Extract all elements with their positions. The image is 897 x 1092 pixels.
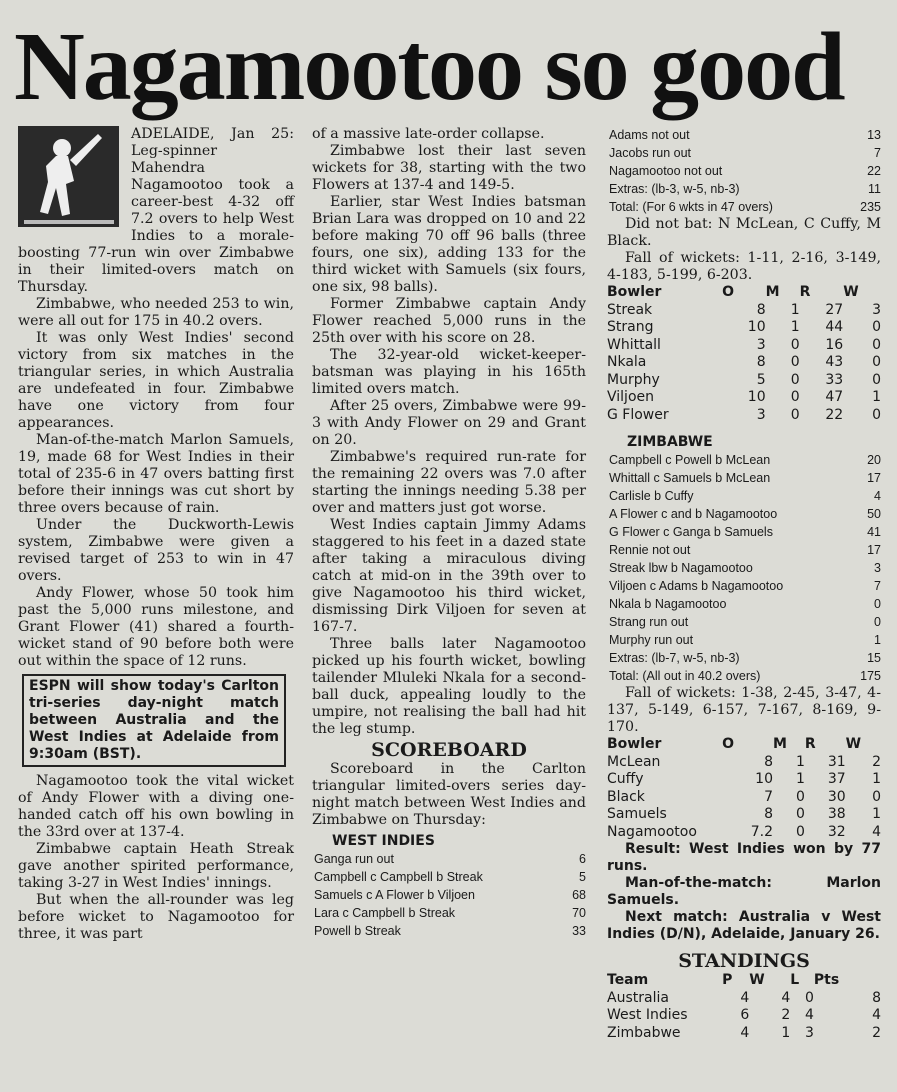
stat-value: 1 [872, 806, 881, 822]
west-indies-batting-cont [607, 126, 881, 216]
stat-value: 3 [756, 406, 766, 423]
lead-paragraph: ADELAIDE, Jan 25: Leg-spinner Mahendra Nagamootoo took a career-best 4-32 off 7.2 overs to help West Indies to a morale-boosting 77-run win over Zimbabwe in their limited-overs match on Thursday. [18, 126, 294, 295]
column-header: O [722, 284, 734, 300]
stat-value: 8 [764, 753, 773, 770]
bowling-row [607, 319, 881, 337]
stat-value: 5 [756, 371, 766, 388]
runs-value: 235 [860, 200, 881, 214]
runs-value: 50 [867, 507, 881, 521]
batting-row [607, 126, 881, 144]
batsman-entry: Samuels c A Flower b Viljoen [314, 888, 475, 902]
stat-value: 1 [790, 301, 800, 318]
paragraph: Man-of-the-match Marlon Samuels, 19, made 68 for West Indies in their total of 235-6 in 47 overs batting first before their innings was cut short by three overs because of rain. [18, 432, 294, 516]
column-header: M [765, 284, 780, 300]
stat-value: 47 [825, 389, 844, 405]
standings-row [607, 1025, 881, 1043]
stat-value: 6 [740, 1007, 750, 1023]
standings-row [607, 990, 881, 1008]
did-not-bat: Did not bat: N McLean, C Cuffy, M Black. [607, 216, 881, 249]
batsman-entry: Whittall c Samuels b McLean [609, 471, 771, 485]
batting-row [607, 451, 881, 469]
batting-row [607, 649, 881, 667]
stat-value: 0 [872, 354, 881, 370]
batsman-entry: Extras: (lb-7, w-5, nb-3) [609, 651, 740, 665]
batsman-entry: Extras: (lb-3, w-5, nb-3) [609, 182, 740, 196]
batsman-entry: Nagamootoo not out [609, 164, 723, 178]
stat-value: 0 [795, 823, 805, 840]
column-header: W [749, 972, 765, 988]
row-label: West Indies [607, 1007, 688, 1023]
runs-value: 20 [867, 453, 881, 467]
runs-value: 17 [867, 471, 881, 485]
runs-value: 4 [874, 489, 881, 503]
column-header: M [773, 736, 787, 752]
batting-row [607, 631, 881, 649]
batsman-entry: Strang run out [609, 615, 689, 629]
stat-value: 2 [872, 753, 881, 770]
row-label: Nkala [607, 354, 647, 370]
row-label: Nagamootoo [607, 823, 697, 840]
stat-value: 1 [795, 753, 805, 770]
batsman-entry: Powell b Streak [314, 924, 401, 938]
stat-value: 1 [790, 319, 800, 335]
column-header: L [790, 972, 800, 988]
stat-value: 4 [740, 989, 750, 1006]
bowling-row [607, 824, 881, 842]
west-indies-fall-of-wickets: Fall of wickets: 1-11, 2-16, 3-149, 4-183, 5-199, 6-203. [607, 250, 881, 283]
row-label: McLean [607, 753, 661, 770]
bowling-row [607, 354, 881, 372]
paragraph: After 25 overs, Zimbabwe were 99-3 with Andy Flower on 29 and Grant on 20. [312, 398, 586, 448]
paragraph: Former Zimbabwe captain Andy Flower reached 5,000 runs in the 25th over with his score on 28. [312, 296, 586, 346]
batting-row [312, 904, 586, 922]
batsman-entry: Streak lbw b Nagamootoo [609, 561, 753, 575]
runs-value: 68 [572, 888, 586, 902]
runs-value: 0 [874, 597, 881, 611]
table-header-row [607, 972, 881, 990]
west-indies-batting [312, 850, 586, 940]
batsman-entry: A Flower c and b Nagamootoo [609, 507, 778, 521]
stat-value: 4 [872, 823, 881, 840]
stat-value: 0 [790, 389, 800, 405]
row-label: G Flower [607, 406, 669, 423]
stat-value: 10 [747, 389, 766, 405]
stat-value: 4 [804, 1007, 814, 1023]
stat-value: 0 [790, 371, 800, 388]
stat-value: 7.2 [750, 823, 773, 840]
batting-row [607, 577, 881, 595]
stat-value: 10 [747, 319, 766, 335]
runs-value: 5 [579, 870, 586, 884]
stat-value: 1 [872, 771, 881, 787]
runs-value: 22 [867, 164, 881, 178]
stat-value: 37 [827, 771, 846, 787]
headline: Nagamootoo so good [14, 13, 844, 121]
paragraph: of a massive late-order collapse. [312, 126, 545, 142]
batsman-entry: Adams not out [609, 128, 690, 142]
article-column-1 [18, 126, 294, 943]
batsman-entry: Rennie not out [609, 543, 691, 557]
bowling-row [607, 754, 881, 772]
paragraph: But when the all-rounder was leg before wicket to Nagamootoo for three, it was part [18, 892, 294, 942]
bowling-row [607, 789, 881, 807]
stat-value: 31 [827, 753, 846, 770]
article-column-2 [312, 126, 586, 940]
column-header: Team [607, 972, 649, 988]
stat-value: 3 [804, 1024, 814, 1041]
batting-row [607, 523, 881, 541]
scoreboard-intro: Scoreboard in the Carlton triangular limited-overs series day-night match between West Indies and Zimbabwe on Thursday: [312, 761, 586, 828]
paragraph: Under the Duckworth-Lewis system, Zimbabwe were given a revised target of 253 to win in 47 overs. [18, 517, 294, 584]
stat-value: 2 [872, 1024, 881, 1041]
paragraph: West Indies captain Jimmy Adams staggered to his feet in a dazed state after taking a miraculous diving catch at mid-on in the 39th over to give Nagamootoo his third wicket, dismissing Dirk Viljoen for seven at 167-7. [312, 517, 586, 635]
batsman-entry: Total: (All out in 40.2 overs) [609, 669, 761, 683]
stat-value: 2 [781, 1007, 791, 1023]
batsman-entry: Murphy run out [609, 633, 694, 647]
batsman-entry: Carlisle b Cuffy [609, 489, 694, 503]
stat-value: 7 [764, 788, 773, 805]
paragraph: The 32-year-old wicket-keeper-batsman was playing in his 165th limited overs match. [312, 347, 586, 397]
runs-value: 3 [874, 561, 881, 575]
column-header: Bowler [607, 736, 662, 752]
batting-row [607, 505, 881, 523]
zimbabwe-bowling-table [607, 284, 881, 424]
batting-row [607, 180, 881, 198]
runs-value: 15 [867, 651, 881, 665]
batting-row [312, 922, 586, 940]
batting-row [607, 469, 881, 487]
batsman-entry: Campbell c Powell b McLean [609, 453, 771, 467]
stat-value: 30 [827, 788, 846, 805]
runs-value: 175 [860, 669, 881, 683]
zimbabwe-heading: ZIMBABWE [627, 434, 713, 450]
row-label: Black [607, 788, 645, 805]
stat-value: 32 [827, 823, 846, 840]
stat-value: 0 [795, 788, 805, 805]
runs-value: 7 [874, 579, 881, 593]
stat-value: 44 [825, 319, 844, 335]
row-label: Samuels [607, 806, 667, 822]
bowling-row [607, 806, 881, 824]
stat-value: 0 [872, 406, 881, 423]
stat-value: 0 [872, 371, 881, 388]
bowling-row [607, 302, 881, 320]
stat-value: 0 [872, 319, 881, 335]
paragraph: Zimbabwe, who needed 253 to win, were all out for 175 in 40.2 overs. [18, 296, 294, 329]
runs-value: 13 [867, 128, 881, 142]
column-header: R [804, 736, 816, 752]
batsman-entry: Ganga run out [314, 852, 394, 866]
row-label: Zimbabwe [607, 1024, 681, 1041]
paragraph: Andy Flower, whose 50 took him past the 5,000 runs milestone, and Grant Flower (41) shared a fourth-wicket stand of 90 before both were out within the space of 12 runs. [18, 585, 294, 669]
stat-value: 0 [795, 806, 805, 822]
batting-row [312, 850, 586, 868]
row-label: Whittall [607, 336, 661, 353]
paragraph: Nagamootoo took the vital wicket of Andy Flower with a diving one-handed catch off his own bowling in the 33rd over at 137-4. [18, 773, 294, 840]
bowling-row [607, 771, 881, 789]
stat-value: 0 [790, 336, 800, 353]
batsman-entry: G Flower c Ganga b Samuels [609, 525, 773, 539]
cricket-batsman-icon [18, 126, 119, 227]
article-column-3 [607, 126, 881, 1042]
zimbabwe-fall-of-wickets: Fall of wickets: 1-38, 2-45, 3-47, 4-137, 5-149, 6-157, 7-167, 8-169, 9-170. [607, 685, 881, 735]
paragraph: Zimbabwe lost their last seven wickets for 38, starting with the two Flowers at 137-4 and 149-5. [312, 143, 586, 193]
stat-value: 1 [872, 389, 881, 405]
stat-value: 38 [827, 806, 846, 822]
paragraph: Zimbabwe captain Heath Streak gave another spirited performance, taking 3-27 in West Indies' innings. [18, 841, 294, 891]
espn-promo-box: ESPN will show today's Carlton tri-series day-night match between Australia and the West Indies at Adelaide from 9:30am (BST). [22, 674, 286, 767]
runs-value: 11 [868, 182, 881, 196]
row-label: Streak [607, 301, 653, 318]
stat-value: 0 [872, 336, 881, 353]
stat-value: 8 [756, 354, 766, 370]
stat-value: 3 [756, 336, 766, 353]
paragraph: Three balls later Nagamootoo picked up his fourth wicket, bowling tailender Mluleki Nkala for a second-ball duck, appealing loudly to the umpire, not realising the ball had hit the leg stump. [312, 636, 586, 737]
table-header-row [607, 284, 881, 302]
batsman-entry: Nkala b Nagamootoo [609, 597, 727, 611]
runs-value: 17 [867, 543, 881, 557]
runs-value: 6 [579, 852, 586, 866]
man-of-the-match: Man-of-the-match: Marlon Samuels. [607, 875, 881, 908]
stat-value: 8 [756, 301, 766, 318]
bowling-row [607, 372, 881, 390]
stat-value: 4 [781, 989, 791, 1006]
batting-row [312, 868, 586, 886]
column-header: W [845, 736, 862, 752]
stat-value: 4 [872, 1007, 881, 1023]
row-label: Cuffy [607, 771, 644, 787]
column-header: P [722, 972, 733, 988]
row-label: Australia [607, 989, 669, 1006]
stat-value: 0 [804, 989, 814, 1006]
match-result: Result: West Indies won by 77 runs. [607, 841, 881, 874]
stat-value: 43 [825, 354, 844, 370]
west-indies-bowling-table [607, 736, 881, 841]
batting-row [607, 144, 881, 162]
stat-value: 10 [755, 771, 773, 787]
paragraph: Zimbabwe's required run-rate for the remaining 22 overs was 7.0 after starting the innings needing 5.38 per over and matters just got worse. [312, 449, 586, 516]
runs-value: 33 [572, 924, 586, 938]
stat-value: 0 [790, 406, 800, 423]
column-header: W [843, 284, 859, 300]
stat-value: 33 [825, 371, 844, 388]
runs-value: 70 [572, 906, 586, 920]
batting-row [607, 667, 881, 685]
column-header: R [799, 284, 811, 300]
runs-value: 1 [874, 633, 881, 647]
batsman-entry: Campbell c Campbell b Streak [314, 870, 483, 884]
batsman-entry: Jacobs run out [609, 146, 691, 160]
batting-row [607, 487, 881, 505]
column-header: O [722, 736, 734, 752]
batting-row [607, 541, 881, 559]
stat-value: 27 [825, 301, 844, 318]
stat-value: 3 [872, 301, 881, 318]
west-indies-heading: WEST INDIES [332, 833, 435, 849]
runs-value: 41 [867, 525, 881, 539]
batsman-entry: Lara c Campbell b Streak [314, 906, 456, 920]
runs-value: 7 [874, 146, 881, 160]
stat-value: 1 [795, 771, 805, 787]
paragraph: Earlier, star West Indies batsman Brian Lara was dropped on 10 and 22 before making 70 off 96 balls (three fours, one six), adding 133 for the third wicket with Samuels (six fours, one six, 98 balls). [312, 194, 586, 295]
bowling-row [607, 389, 881, 407]
batting-row [607, 162, 881, 180]
row-label: Viljoen [607, 389, 654, 405]
table-header-row [607, 736, 881, 754]
batting-row [607, 559, 881, 577]
row-label: Strang [607, 319, 654, 335]
stat-value: 8 [872, 989, 881, 1006]
scoreboard-heading: SCOREBOARD [371, 739, 527, 761]
next-match: Next match: Australia v West Indies (D/N), Adelaide, January 26. [607, 909, 881, 942]
standings-table [607, 972, 881, 1042]
batting-row [607, 595, 881, 613]
batting-row [607, 613, 881, 631]
batsman-entry: Total: (For 6 wkts in 47 overs) [609, 200, 773, 214]
paragraph: It was only West Indies' second victory from six matches in the triangular series, in which Australia are undefeated in four. Zimbabwe have one victory from four appearances. [18, 330, 294, 431]
stat-value: 22 [825, 406, 844, 423]
stat-value: 16 [825, 336, 844, 353]
stat-value: 4 [740, 1024, 750, 1041]
stat-value: 0 [872, 788, 881, 805]
bowling-row [607, 407, 881, 425]
standings-heading: STANDINGS [678, 950, 810, 972]
standings-row [607, 1007, 881, 1025]
row-label: Murphy [607, 371, 660, 388]
zimbabwe-batting [607, 451, 881, 685]
batting-row [312, 886, 586, 904]
batsman-entry: Viljoen c Adams b Nagamootoo [609, 579, 784, 593]
batting-row [607, 198, 881, 216]
column-header: Bowler [607, 284, 662, 300]
stat-value: 8 [764, 806, 773, 822]
runs-value: 0 [874, 615, 881, 629]
stat-value: 0 [790, 354, 800, 370]
stat-value: 1 [781, 1024, 791, 1041]
bowling-row [607, 337, 881, 355]
column-header: Pts [813, 972, 840, 988]
